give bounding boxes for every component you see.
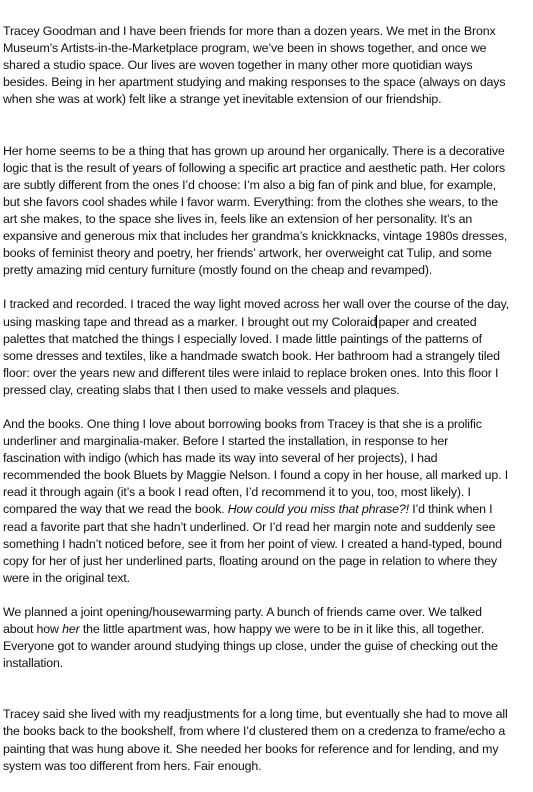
- document-body: [3, 6, 531, 792]
- p2-seg-1: Her home seems to be a thing that has grown up around her organically. There is a decorative logic that is the result of years of following a specific art practice and aesthetic path. Her colors are subtly different from the ones I’d choose: I’m also a big fan of pink and blue, for example, but she favors cool shades while I favor warm. Everything: from the clothes she wears, to the art she makes, to the space she lives in, feels like an extension of her personality. It’s an expansive and generous mix that includes her grandma’s knickknacks, vintage 1980s dresses, books of feminist theory and poetry, her friends’ artwork, her overweight cat Tulip, and some pretty amazing mid century furniture (mostly found on the cheap and revamped).: [3, 143, 508, 278]
- paragraph-5: [3, 604, 531, 672]
- p5-italic-word: her: [62, 622, 80, 636]
- p4-italic-phrase: How could you miss that phrase?!: [227, 502, 409, 517]
- paragraph-2: [3, 126, 531, 280]
- p5-seg-1: We planned a joint opening/housewarming party. A bunch of friends came over. We talked about how: [3, 604, 482, 636]
- p3-seg-1: I tracked and recorded. I traced the way light moved across her wall over the course of the day, using masking tape and thread as a marker. I brought out my Coloraid: [3, 297, 510, 329]
- p4-seg-1: And the books. One thing I love about borrowing books from Tracey is that she is a prolific underliner and marginalia-maker. Before I started the installation, in response to her fascination with indigo (which has made its way into several of her projects), I had recommended the book Bluets by Maggie Nelson. I found a copy in her house, all marked up. I read it through again (it’s a book I read often, I’d recommend it to you, too, most likely). I compared the way that we read the book.: [3, 416, 508, 517]
- p6-seg-1: Tracey said she lived with my readjustments for a long time, but eventually she had to move all the books back to the bookshelf, from where I’d clustered them on a credenza to frame/echo a painting that was hung above it. She needed her books for reference and for lending, and my system was too different from hers. Fair enough.: [3, 707, 508, 773]
- p1-seg-1: Tracey Goodman and I have been friends for more than a dozen years. We met in the Bronx Museum’s Artists-in-the-Marketplace program, we’ve been in shows together, and once we shared a studio space. Our lives are woven together in many other more quotidian ways besides. Being in her apartment studying and making responses to the space (always on days when she was at work) felt like a strange yet inevitable extension of our friendship.: [3, 24, 506, 107]
- p4-seg-3: I’d think when I read a favorite part that she hadn’t underlined. Or I’d read her margin note and suddenly see something I hadn’t noticed before, see it from her point of view. I created a hand-typed, bound copy for her of just her underlined parts, floating around on the page in relation to where they were in the original text.: [3, 502, 502, 585]
- paragraph-6: [3, 689, 531, 774]
- paragraph-4: [3, 416, 531, 587]
- p5-seg-3: the little apartment was, how happy we were to be in it like this, all together. Everyone got to wander around studying things up close, under the guise of checking out the installation.: [3, 622, 498, 671]
- p3-seg-2: paper and created palettes that matched the things I especially loved. I made little paintings of the patterns of some dresses and textiles, like a handmade swatch book. Her bathroom had a strangely tiled floor: over the years new and different tiles were inlaid to replace broken ones. Into this floor I pressed clay, creating slabs that I then used to make vessels and plaques.: [3, 314, 500, 397]
- paragraph-3: [3, 296, 531, 399]
- paragraph-1: [3, 6, 531, 109]
